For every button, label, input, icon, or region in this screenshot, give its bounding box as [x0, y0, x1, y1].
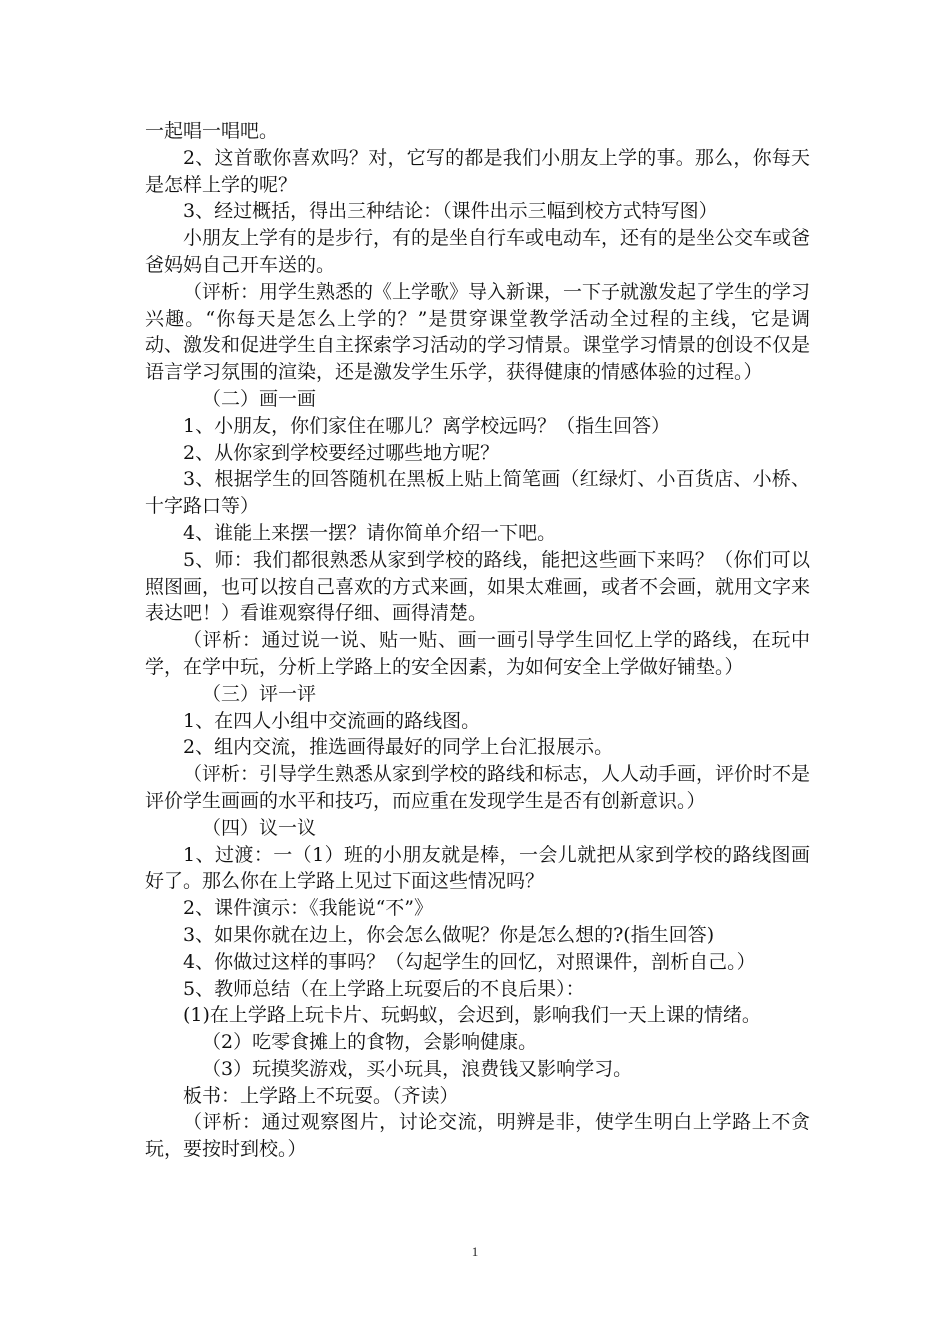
commentary-3: （评析：引导学生熟悉从家到学校的路线和标志，人人动手画，评价时不是评价学生画画的水平和技巧，而应重在发现学生是否有创新意识。）	[145, 763, 811, 812]
paragraph-16: 5、教师总结（在上学路上玩耍后的不良后果）：	[183, 977, 585, 1000]
paragraph-5: 1、小朋友，你们家住在哪儿？离学校远吗？（指生回答）	[183, 414, 671, 437]
paragraph-14: 3、如果你就在边上，你会怎么做呢？你是怎么想的?(指生回答)	[183, 923, 715, 946]
paragraph-13: 2、课件演示：《我能说“不”》	[183, 897, 434, 920]
paragraph-8: 4、谁能上来摆一摆？请你简单介绍一下吧。	[183, 521, 557, 544]
commentary-1: （评析：用学生熟悉的《上学歌》导入新课，一下子就激发起了学生的学习兴趣。“你每天是怎么上学的？”是贯穿课堂教学活动全过程的主线，它是调动、激发和促进学生自主探索学习活动的学习情景。课堂学习情景的创设不仅是语言学习氛围的渲染，还是激发学生乐学，获得健康的情感体验的过程。）	[145, 280, 811, 384]
paragraph-4: 小朋友上学有的是步行，有的是坐自行车或电动车，还有的是坐公交车或爸爸妈妈自己开车送的。	[145, 227, 811, 276]
paragraph-9: 5、师：我们都很熟悉从家到学校的路线，能把这些画下来吗？（你们可以照图画，也可以按自己喜欢的方式来画，如果太难画，或者不会画，就用文字来表达吧！）看谁观察得仔细、画得清楚。	[145, 548, 811, 625]
paragraph-3: 3、经过概括，得出三种结论：（课件出示三幅到校方式特写图）	[183, 200, 718, 223]
commentary-2: （评析：通过说一说、贴一贴、画一画引导学生回忆上学的路线，在玩中学，在学中玩，分析上学路上的安全因素，为如何安全上学做好铺垫。）	[145, 629, 810, 678]
paragraph-7: 3、根据学生的回答随机在黑板上贴上简笔画（红绿灯、小百货店、小桥、十字路口等）	[145, 468, 810, 518]
blackboard-note: 板书：上学路上不玩耍。（齐读）	[183, 1084, 459, 1107]
paragraph-1: 一起唱一唱吧。	[145, 120, 279, 142]
paragraph-19: （3）玩摸奖游戏，买小玩具，浪费钱又影响学习。	[202, 1057, 633, 1080]
commentary-4: （评析：通过观察图片，讨论交流，明辨是非，使学生明白上学路上不贪玩，要按时到校。）	[145, 1111, 810, 1161]
paragraph-2: 2、这首歌你喜欢吗？对，它写的都是我们小朋友上学的事。那么，你每天是怎样上学的呢？	[145, 146, 810, 196]
paragraph-10: 1、在四人小组中交流画的路线图。	[183, 709, 481, 732]
paragraph-6: 2、从你家到学校要经过哪些地方呢？	[183, 441, 500, 464]
document-body	[145, 118, 810, 1163]
paragraph-15: 4、你做过这样的事吗？（勾起学生的回忆，对照课件，剖析自己。）	[183, 950, 756, 973]
section-heading-4: （四）议一议	[202, 816, 317, 839]
section-heading-3: （三）评一评	[202, 682, 317, 705]
paragraph-18: （2）吃零食摊上的食物，会影响健康。	[202, 1031, 538, 1054]
paragraph-11: 2、组内交流，推选画得最好的同学上台汇报展示。	[183, 736, 614, 759]
section-heading-2: （二）画一画	[202, 387, 317, 410]
paragraph-17: (1)在上学路上玩卡片、玩蚂蚁，会迟到，影响我们一天上课的情绪。	[183, 1004, 761, 1027]
paragraph-12: 1、过渡：一（1）班的小朋友就是棒，一会儿就把从家到学校的路线图画好了。那么你在上学路上见过下面这些情况吗？	[145, 843, 810, 893]
page-number: 1	[471, 1244, 479, 1259]
